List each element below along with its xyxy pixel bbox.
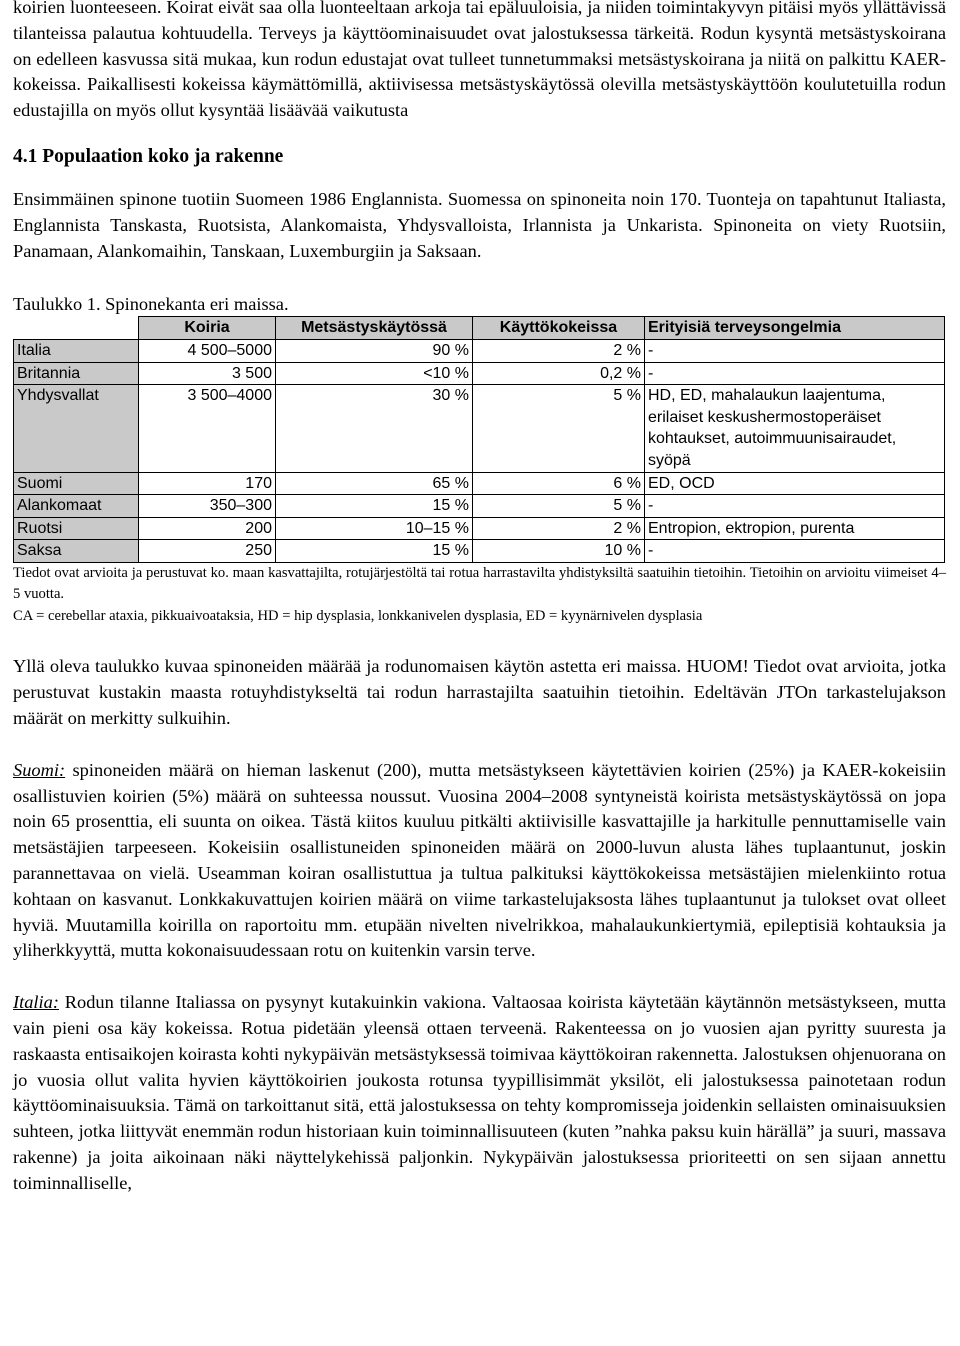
cell-trials: 5 %	[473, 385, 645, 472]
text-suomi: spinoneiden määrä on hieman laskenut (200), mutta metsästykseen käytettävien koirien (25%) ja KAER-kokeisiin osallistuvien koirien (5%) määrä on suhteessa noussut. Vuosina 2004–2008 syntyneistä koirista metsästyskäytössä on jopa noin 65 prosenttia, eli suunta on oikea. Tästä kiitos kuuluu pitkälti aktiivisille kasvattajille ja harkitulle pennuttamiselle vain metsästäjien tarpeeseen. Kokeisiin osallistuneiden spinoneiden määrä on 2000-luvun alusta lähes tuplaantunut, joskin parannettavaa on vielä. Useamman koiran osallistuttua ja tultua palkituksi käyttökokeissa metsästäjien mielenkiinto rotua kohtaan on kasvanut. Lonkkakuvattujen koirien määrä on viime tarkastelujaksosta lähes tuplaantunut ja tulokset ovat olleet hyviä. Muutamilla koirilla on raportoitu mm. etupään nivelten nivelrikkoa, mahalaukunkiertymiä, epileptisiä kohtauksia ja yliherkkyyttä, mutta kokonaisuudessaan rotu on kuitenkin varsin terve.	[13, 759, 946, 961]
cell-dogs: 200	[139, 517, 276, 540]
paragraph-intro: Ensimmäinen spinone tuotiin Suomeen 1986 Englannista. Suomessa on spinoneita noin 170. Tuonteja on tapahtunut Italiasta, Englannista Tanskasta, Ruotsista, Alankomaista, Yhdysvalloista, Irlannista ja Unkarista. Spinoneita on viety Ruotsiin, Panamaan, Alankomaihin, Tanskaan, Luxemburgiin ja Saksaan.	[13, 188, 946, 261]
paragraph-italia	[13, 990, 946, 1196]
cell-country: Alankomaat	[14, 495, 139, 518]
table-row	[14, 362, 945, 385]
cell-health: -	[645, 362, 945, 385]
table-caption: Taulukko 1. Spinonekanta eri maissa.	[13, 294, 289, 315]
label-suomi: Suomi:	[13, 759, 66, 780]
table-note-source: Tiedot ovat arvioita ja perustuvat ko. maan kasvattajilta, rotujärjestöltä tai rotua harrastavilta yhdistyksiltä saatuihin tietoihin. Tietoihin on arvioitu viimeiset 4–5 vuotta.	[13, 564, 946, 603]
table-row	[14, 339, 945, 362]
cell-country: Britannia	[14, 362, 139, 385]
cell-health: -	[645, 540, 945, 563]
cell-health: -	[645, 495, 945, 518]
cell-country: Ruotsi	[14, 517, 139, 540]
cell-trials: 2 %	[473, 517, 645, 540]
label-italia: Italia:	[13, 992, 59, 1013]
cell-hunting: 30 %	[276, 385, 473, 472]
table-row	[14, 495, 945, 518]
table-header-row	[14, 317, 945, 340]
cell-country: Italia	[14, 339, 139, 362]
cell-hunting: 10–15 %	[276, 517, 473, 540]
cell-hunting: <10 %	[276, 362, 473, 385]
cell-health: ED, OCD	[645, 472, 945, 495]
cell-dogs: 3 500–4000	[139, 385, 276, 472]
paragraph-breed-demand: koirien luonteeseen. Koirat eivät saa olla luonteeltaan arkoja tai epäluuloisia, ja niiden toimintakyvyn pitäisi myös yllättävissä tilanteissa palautua kohtuudella. Terveys ja käyttöominaisuudet ovat jalostuksessa tärkeitä. Rodun kysyntä metsästyskoirana on edelleen kasvussa sitä mukaa, kun rodun edustajat ovat tulleet tunnetummaksi metsästyskoirana ja niitä on palkittu KAER-kokeissa. Paikallisesti kokeissa käymättömillä, aktiivisessa metsästyskäytössä olevilla metsästyskäyttöön koulutetuilla rodun edustajilla on myös ollut kysyntää lisäävää vaikutusta	[13, 0, 946, 121]
header-dogs: Koiria	[139, 317, 276, 340]
header-hunting: Metsästyskäytössä	[276, 317, 473, 340]
cell-dogs: 250	[139, 540, 276, 563]
cell-country: Saksa	[14, 540, 139, 563]
table-row	[14, 472, 945, 495]
table-notes	[13, 563, 946, 628]
header-health: Erityisiä terveysongelmia	[645, 317, 945, 340]
cell-dogs: 4 500–5000	[139, 339, 276, 362]
cell-health: HD, ED, mahalaukun laajentuma, erilaiset keskushermostoperäiset kohtaukset, autoimmuunisairaudet, syöpä	[645, 385, 945, 472]
cell-trials: 0,2 %	[473, 362, 645, 385]
section-heading-population: 4.1 Populaation koko ja rakenne	[13, 145, 284, 167]
table-note-abbreviations: CA = cerebellar ataxia, pikkuaivoataksia, HD = hip dysplasia, lonkkanivelen dysplasia, ED = kyynärnivelen dysplasia	[13, 607, 703, 624]
table-row	[14, 385, 945, 472]
cell-hunting: 65 %	[276, 472, 473, 495]
table-row	[14, 517, 945, 540]
cell-dogs: 3 500	[139, 362, 276, 385]
cell-hunting: 90 %	[276, 339, 473, 362]
cell-health: -	[645, 339, 945, 362]
cell-health: Entropion, ektropion, purenta	[645, 517, 945, 540]
cell-trials: 2 %	[473, 339, 645, 362]
paragraph-suomi	[13, 758, 946, 964]
cell-dogs: 350–300	[139, 495, 276, 518]
cell-country: Yhdysvallat	[14, 385, 139, 472]
paragraph-table-description: Yllä oleva taulukko kuvaa spinoneiden määrää ja rodunomaisen käytön astetta eri maissa. HUOM! Tiedot ovat arvioita, jotka perustuvat kustakin maasta rotuyhdistykseltä tai rodun harrastajilta saatuihin tietoihin. Edeltävän JTOn tarkastelujakson määrät on merkitty sulkuihin.	[13, 656, 946, 728]
header-trials: Käyttökokeissa	[473, 317, 645, 340]
cell-hunting: 15 %	[276, 540, 473, 563]
cell-trials: 10 %	[473, 540, 645, 563]
cell-hunting: 15 %	[276, 495, 473, 518]
document-page	[13, 0, 946, 1197]
header-country	[14, 317, 139, 340]
cell-trials: 6 %	[473, 472, 645, 495]
cell-dogs: 170	[139, 472, 276, 495]
text-italia: Rodun tilanne Italiassa on pysynyt kutakuinkin vakiona. Valtaosaa koirista käytetään käytännön metsästykseen, mutta vain pieni osa käy kokeissa. Rotua pidetään yleensä ottaen terveenä. Rakenteessa on jo vuosien ajan pyritty suuresta ja raskaasta entisaikojen koirasta kohti nykypäivän metsästyksessä toimivaa käyttökoiran rakennetta. Jalostuksen ohjenuorana on jo vuosia ollut valita hyvien käyttökoirien joukosta rotunsa tyypillisimmät yksilöt, eli jalostuksessa painotetaan rodun käyttöominaisuuksia. Tämä on tarkoittanut sitä, että jalostuksessa on tehty kompromisseja joidenkin sellaisten ominaisuuksien suhteen, jotka liittyvät enemmän rodun historiaan kuin toiminnallisuuteen (kuten ”nahka paksu kuin härällä” ja suuri, massava rakenne) ja joita aikoinaan näki näyttelykehissä paljonkin. Nykypäivän jalostuksessa prioriteetti on sen sijaan annettu toiminnalliselle,	[13, 992, 946, 1193]
spinone-population-table	[13, 316, 945, 563]
table-row	[14, 540, 945, 563]
cell-country: Suomi	[14, 472, 139, 495]
cell-trials: 5 %	[473, 495, 645, 518]
